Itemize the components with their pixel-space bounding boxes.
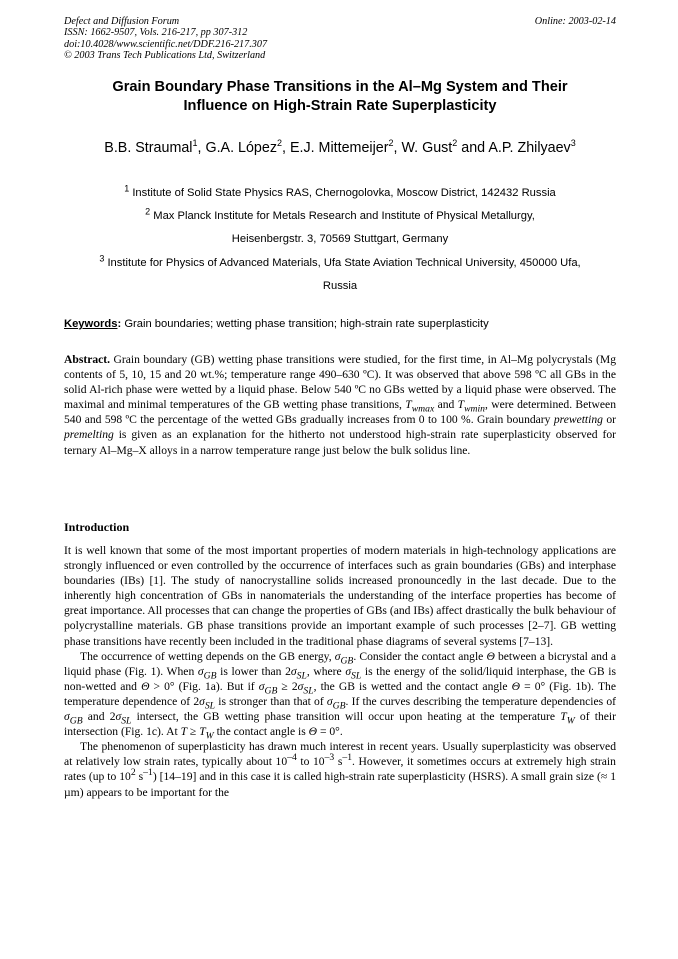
journal-name: Defect and Diffusion Forum <box>64 16 180 27</box>
author-separator: and <box>457 140 489 156</box>
affiliation-3 <box>40 255 640 294</box>
intro-paragraph-1: It is well known that some of the most important properties of modern materials in high-technology applications are strongly influenced or even controlled by the occurrence of interfaces such as grain boundaries (GBs) and interphase boundaries (IBs) [1]. The study of nanocrystalline solids increased pronouncedly in the last decade. Due to the inherently high concentration of GBs in nanomaterials the understanding of the interface properties has become of great importance. All processes that can change the properties of GBs (and IBs) affect drastically the bulk behaviour of polycrystalline materials. GB phase transitions provide an important example of such processes [2–7]. GB wetting phase transitions have recently been included in the traditional phase diagrams of several systems [7–13]. <box>64 544 616 648</box>
affiliation-address: Heisenbergstr. 3, 70569 Stuttgart, Germany <box>231 233 449 245</box>
author-affiliation-mark: 1 <box>192 138 198 149</box>
affiliation-text: Institute of Solid State Physics RAS, Chernogolovka, Moscow District, 142432 Russia <box>132 187 556 199</box>
abstract-text: , were determined. Between 540 and 598 ºC the percentage of the wetted GBs gradually increases from 0 to 100 %. Grain boundary <box>64 398 616 427</box>
author-separator: , <box>197 140 206 156</box>
term-prewetting: prewetting <box>553 413 603 427</box>
term-premelting: premelting <box>64 428 114 442</box>
symbol-twmax-sub: wmax <box>411 403 435 415</box>
author-affiliation-mark: 2 <box>276 138 282 149</box>
author-affiliation-mark: 2 <box>388 138 394 149</box>
abstract-text: Grain boundary (GB) wetting phase transitions were studied, for the first time, in Al–Mg polycrystals (Mg contents of 5, 10, 15 and 20 wt.%; temperature range 490–630 ºC). It was observed that above 598 ºC all GBs in the solid Al-rich phase were wetted by a liquid phase. Below 540 ºC no GBs wetted by a liquid phase were observed. The maximal and minimal temperatures of the GB wetting phase transitions, <box>64 353 616 412</box>
author-affiliation-mark: 2 <box>452 138 458 149</box>
affiliation-number: 3 <box>99 253 105 264</box>
copyright-line: © 2003 Trans Tech Publications Ltd, Switzerland <box>64 49 266 61</box>
author-name: B.B. Straumal <box>104 140 193 156</box>
abstract-label: Abstract. <box>64 353 111 366</box>
title-line-1: Grain Boundary Phase Transitions in the Al–Mg System and Their <box>112 79 568 95</box>
keywords-line <box>64 317 624 331</box>
affiliation-number: 1 <box>124 183 130 194</box>
title-line-2: Influence on High-Strain Rate Superplasticity <box>183 98 497 114</box>
intro-paragraph-3: The phenomenon of superplasticity has drawn much interest in recent years. Usually superplasticity was observed at relatively low strain rates, typically about $10^{-4}$ to $10^{-3}$ $s^{-1}$. However, it sometimes occurs at extremely high strain rates (up to $10^2$ $s^{-1}$) [14–19] and in this case it is called high-strain rate superplasticity (HSRS). A small grain size (≈ 1 µm) appears to be important for the <box>64 740 616 799</box>
affiliation-number: 2 <box>145 206 151 217</box>
author-name: W. Gust <box>401 140 453 156</box>
author-name: A.P. Zhilyaev <box>488 140 571 156</box>
journal-header <box>64 16 616 61</box>
keywords-colon: : <box>117 318 122 330</box>
online-date: Online: 2003-02-14 <box>534 16 616 27</box>
symbol-twmin: T <box>457 398 465 412</box>
author-affiliation-mark: 3 <box>570 138 576 149</box>
section-heading-introduction: Introduction <box>64 520 130 534</box>
keywords-label: Keywords <box>64 318 118 330</box>
paper-title <box>64 78 616 116</box>
abstract-text: or <box>602 413 616 427</box>
affiliation-1 <box>40 185 640 201</box>
intro-paragraph-2: The occurrence of wetting depends on the GB energy, $\sigma_{GB}$. Consider the contact angle Θ between a bicrystal and a liquid phase (Fig. 1). When $\sigma_{GB}$ is lower than $2\sigma_{SL}$, where $\sigma_{SL}$ is the energy of the solid/liquid interphase, the GB is non-wetted and Θ > 0° (Fig. 1a). But if $\sigma_{GB} \ge 2\sigma_{SL}$, the GB is wetted and the contact angle Θ = 0° (Fig. 1b). The temperature dependence of $2\sigma_{SL}$ is stronger than that of $\sigma_{GB}$. If the curves describing the temperature dependencies of $\sigma_{GB}$ and $2\sigma_{SL}$ intersect, the GB wetting phase transition will occur upon heating at the temperature $T_W$ of their intersection (Fig. 1c). At $T \ge T_W$ the contact angle is Θ = 0°. <box>64 649 617 742</box>
introduction-body <box>64 543 616 800</box>
affiliation-text: Max Planck Institute for Metals Research and Institute of Physical Metallurgy, <box>153 210 535 222</box>
author-separator: , <box>282 140 290 156</box>
keywords-text: Grain boundaries; wetting phase transition; high-strain rate superplasticity <box>124 318 489 330</box>
symbol-twmin-sub: wmin <box>464 403 486 415</box>
author-separator: , <box>393 140 402 156</box>
abstract-text: and <box>434 398 458 412</box>
doi-line: doi:10.4028/www.scientific.net/DDF.216-217.307 <box>64 38 268 50</box>
author-name: E.J. Mittemeijer <box>289 140 389 156</box>
abstract-text: is given as an explanation for the hitherto not understood high-strain rate superplasticity observed for ternary Al–Mg–X alloys in a narrow temperature range just below the bulk solidus line. <box>64 428 616 457</box>
affiliation-country: Russia <box>322 280 358 292</box>
author-name: G.A. López <box>205 140 277 156</box>
affiliation-2 <box>40 208 640 247</box>
abstract-paragraph <box>64 352 616 458</box>
symbol-twmax: T <box>405 398 412 412</box>
issn-line: ISSN: 1662-9507, Vols. 216-217, pp 307-312 <box>64 27 248 39</box>
author-list <box>40 138 640 158</box>
affiliation-text: Institute for Physics of Advanced Materials, Ufa State Aviation Technical University, 450000 Ufa, <box>107 257 581 269</box>
